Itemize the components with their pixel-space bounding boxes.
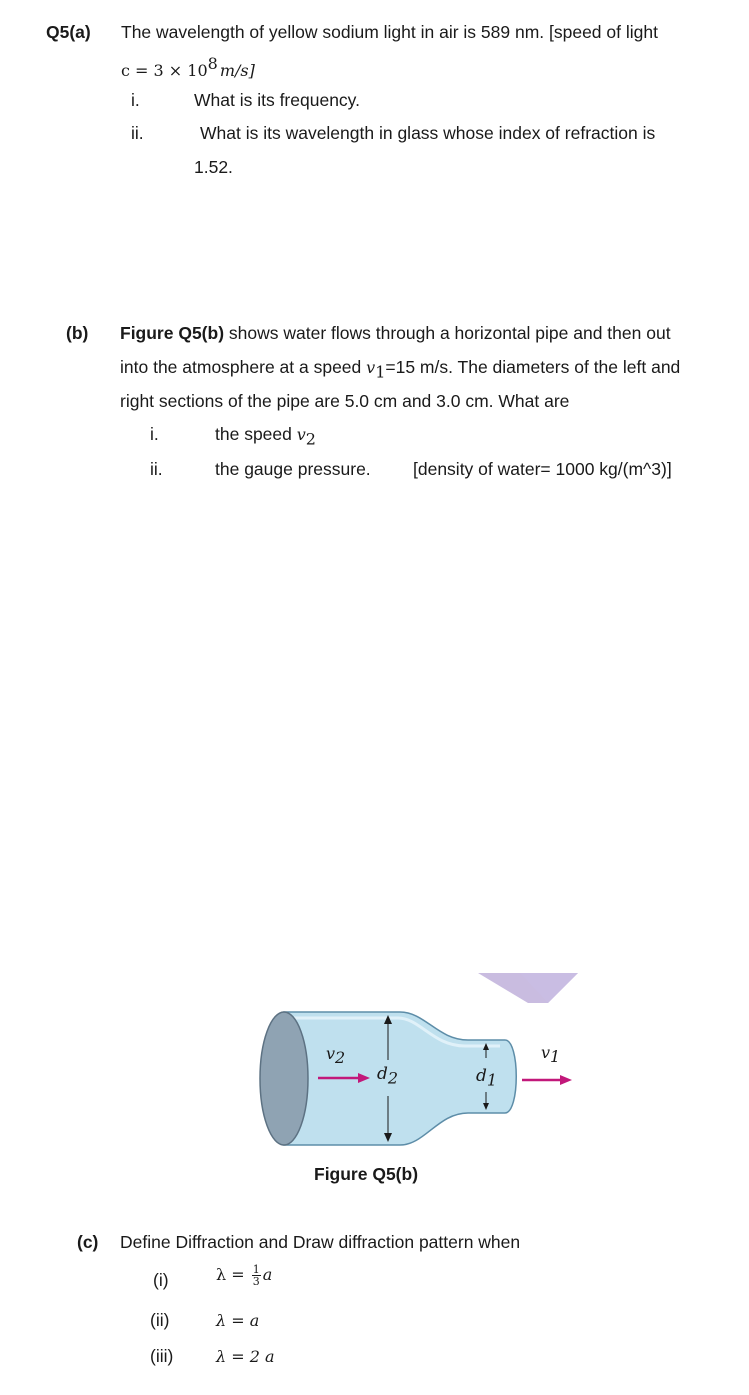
q5b-line2-post: =15 m/s. The diameters of the left and	[385, 357, 681, 377]
q5b-line1	[120, 323, 671, 344]
q5c-label: (c)	[77, 1232, 99, 1252]
figure-label-v1	[541, 1043, 560, 1066]
speed-exp: 8	[207, 54, 218, 73]
q5b-item-num: i.	[150, 424, 159, 444]
figure-label-d1	[476, 1066, 497, 1089]
figure-v1-sub: 1	[550, 1047, 561, 1067]
q5b-item-text	[215, 424, 316, 449]
v2-symbol: v	[296, 425, 306, 444]
v1-symbol: v	[366, 358, 376, 377]
figure-caption: Figure Q5(b)	[314, 1164, 419, 1184]
q5a-item-text-cont: 1.52.	[194, 157, 233, 177]
lambda-rhs: a	[262, 1265, 273, 1285]
q5a-speed-of-light	[121, 54, 255, 81]
q5b-label: (b)	[66, 323, 89, 343]
q5a-item-num: i.	[131, 90, 140, 110]
figure-label-v2	[326, 1044, 345, 1067]
q5c-item-expr	[216, 1264, 272, 1287]
q5b-line2	[120, 357, 680, 382]
q5a-item-text: What is its frequency.	[194, 90, 360, 110]
figure-d1-sub: 1	[486, 1070, 498, 1090]
fraction	[252, 1264, 261, 1287]
q5a-intro: The wavelength of yellow sodium light in air is 589 nm. [speed of light	[121, 22, 658, 42]
speed-unit: m/s]	[219, 60, 255, 80]
lambda-lhs: λ =	[216, 1265, 250, 1285]
figure-d2-sub: 2	[387, 1068, 399, 1088]
q5c-item-num: (i)	[153, 1270, 169, 1290]
v1-subscript: 1	[375, 362, 386, 382]
q5b-item-num: ii.	[150, 459, 163, 479]
q5a-label: Q5(a)	[46, 22, 91, 42]
q5b-item-text: the gauge pressure.	[215, 459, 371, 479]
q5b-line1-rest: shows water flows through a horizontal pipe and then out	[224, 323, 671, 343]
q5a-item-num: ii.	[131, 123, 144, 143]
v1-arrowhead	[560, 1075, 572, 1085]
q5b-item-text-label: the speed	[215, 424, 297, 444]
q5a-item-text: What is its wavelength in glass whose index of refraction is	[200, 123, 656, 143]
q5b-line3: right sections of the pipe are 5.0 cm and 3.0 cm. What are	[120, 391, 570, 411]
figure-d2-symbol: d	[377, 1064, 388, 1084]
pipe-figure	[0, 960, 749, 1160]
q5c-item-expr: λ = 2 a	[216, 1347, 275, 1366]
figure-reference: Figure Q5(b)	[120, 323, 225, 343]
q5b-line2-pre: into the atmosphere at a speed	[120, 357, 367, 377]
q5b-density-note: [density of water= 1000 kg/(m^3)]	[413, 459, 672, 479]
pipe-left-opening	[260, 1012, 308, 1145]
figure-d1-symbol: d	[476, 1066, 487, 1086]
figure-v2-symbol: v	[326, 1044, 336, 1063]
figure-v1-symbol: v	[541, 1043, 551, 1062]
figure-label-d2	[377, 1064, 398, 1087]
fraction-denominator: 3	[252, 1275, 260, 1288]
figure-v2-sub: 2	[335, 1048, 346, 1068]
v2-subscript: 2	[305, 429, 316, 449]
q5c-item-expr: λ = a	[216, 1311, 260, 1330]
fraction-numerator: 1	[252, 1263, 260, 1276]
q5c-text: Define Diffraction and Draw diffraction pattern when	[120, 1232, 521, 1252]
q5c-item-num: (iii)	[150, 1346, 174, 1366]
q5c-item-num: (ii)	[150, 1310, 170, 1330]
speed-prefix: c = 3 × 10	[121, 60, 208, 80]
